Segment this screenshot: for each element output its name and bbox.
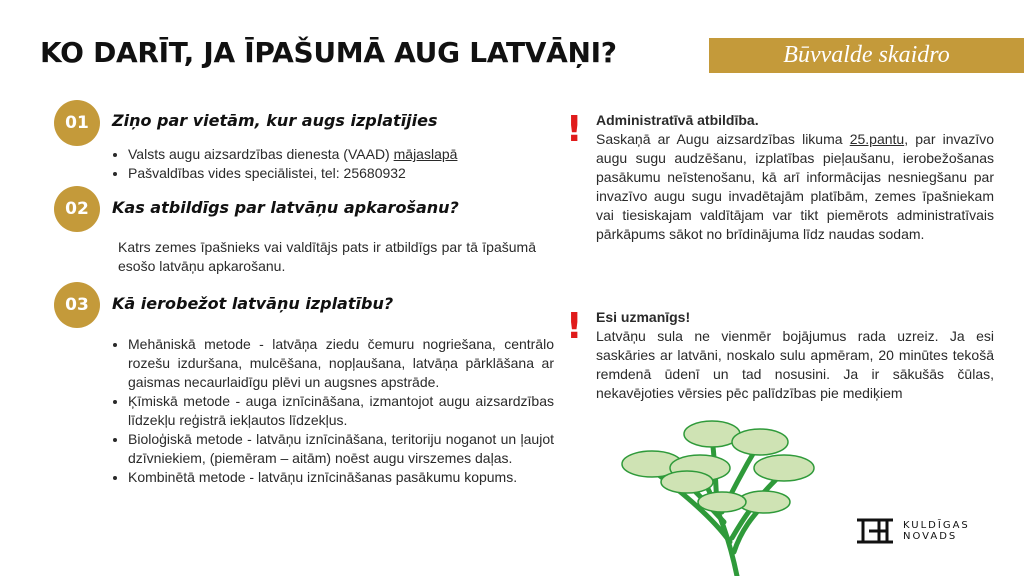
section-number-02: 02 xyxy=(54,186,100,232)
list-item-text: Kombinētā metode - latvāņu iznīcināšanas pasākumu kopums. xyxy=(128,469,518,485)
list-item-text: Ķīmiskā metode - auga iznīcināšana, izmantojot augu aizsardzības līdzekļu reģistrā iekļautos līdzekļus. xyxy=(128,393,554,428)
list-item-text: Mehāniskā metode - latvāņa ziedu čemuru nogriešana, centrālo rozešu izduršana, mulcēšana, nopļaušana, latvāņa pārklāšana ar gaismas necaurlaidīgu plēvi un augsnes apstrāde. xyxy=(128,336,554,390)
page-title: KO DARĪT, JA ĪPAŠUMĀ AUG LATVĀŅI? xyxy=(40,36,617,69)
notice-body: Latvāņu sula ne vienmēr bojājumus rada uzreiz. Ja esi saskāries ar latvāni, noskalo sulu apmēram, 20 minūtes tekošā remdenā ūdenī un tad nosusini. Ja ir sākušās čūlas, nekavējoties vērsies pēc palīdzības pie mediķiem xyxy=(596,328,994,401)
notice-title: Esi uzmanīgs! xyxy=(596,309,691,325)
list-item xyxy=(128,335,554,392)
list-item-text: Valsts augu aizsardzības dienesta (VAAD) xyxy=(128,146,394,162)
notice-body-text: Saskaņā ar Augu aizsardzības likuma xyxy=(596,131,850,147)
notice-administrative xyxy=(596,111,994,244)
notice-caution xyxy=(596,308,994,403)
section-heading-02: Kas atbildīgs par latvāņu apkarošanu? xyxy=(112,198,459,217)
section-heading-01: Ziņo par vietām, kur augs izplatījies xyxy=(112,111,438,130)
logo-line-2: NOVADS xyxy=(903,531,958,542)
kuldiga-emblem-icon xyxy=(855,518,895,544)
exclamation-icon: ! xyxy=(566,306,583,347)
list-item xyxy=(128,392,554,430)
list-item xyxy=(128,164,558,183)
notice-title: Administratīvā atbildība. xyxy=(596,112,759,128)
list-item-text: Pašvaldības vides speciālistei, tel: 25680932 xyxy=(128,165,406,181)
notice-body-text: , par invazīvo augu sugu audzēšanu, izplatības pieļaušanu, ierobežošanas pasākumu neīstenošanu, kā arī informācijas nesniegšanu par invazīvo augu sugu invadētajām platībām, zemes īpašniekam vai tiesiskajam valdītājam var tikt piemērots administratīvais pārkāpums sākot no brīdinājuma līdz naudas sodam. xyxy=(596,131,995,242)
hogweed-plant-illustration xyxy=(612,412,822,576)
exclamation-icon: ! xyxy=(566,109,583,150)
law-article-link[interactable]: 25.pantu xyxy=(849,131,905,147)
section-heading-03: Kā ierobežot latvāņu izplatību? xyxy=(112,294,394,313)
header-badge: Būvvalde skaidro xyxy=(709,38,1024,73)
logo-line-1: KULDĪGAS xyxy=(903,520,970,531)
logo-text xyxy=(903,520,970,542)
list-item xyxy=(128,468,554,487)
section-02-paragraph: Katrs zemes īpašnieks vai valdītājs pats ir atbildīgs par tā īpašumā esošo latvāņu apkarošanu. xyxy=(118,239,536,274)
notice-body xyxy=(596,130,994,244)
kuldiga-novads-logo xyxy=(855,518,970,544)
list-item-text: Bioloģiskā metode - latvāņu iznīcināšana, teritoriju noganot un ļaujot dzīvniekiem, (piemēram – aitām) noēst augu virszemes daļas. xyxy=(128,431,554,466)
vaad-homepage-link[interactable]: mājaslapā xyxy=(393,146,458,162)
section-01-list xyxy=(110,145,558,183)
list-item xyxy=(128,145,558,164)
list-item xyxy=(128,430,554,468)
section-03-list xyxy=(110,335,554,487)
section-number-01: 01 xyxy=(54,100,100,146)
section-number-03: 03 xyxy=(54,282,100,328)
